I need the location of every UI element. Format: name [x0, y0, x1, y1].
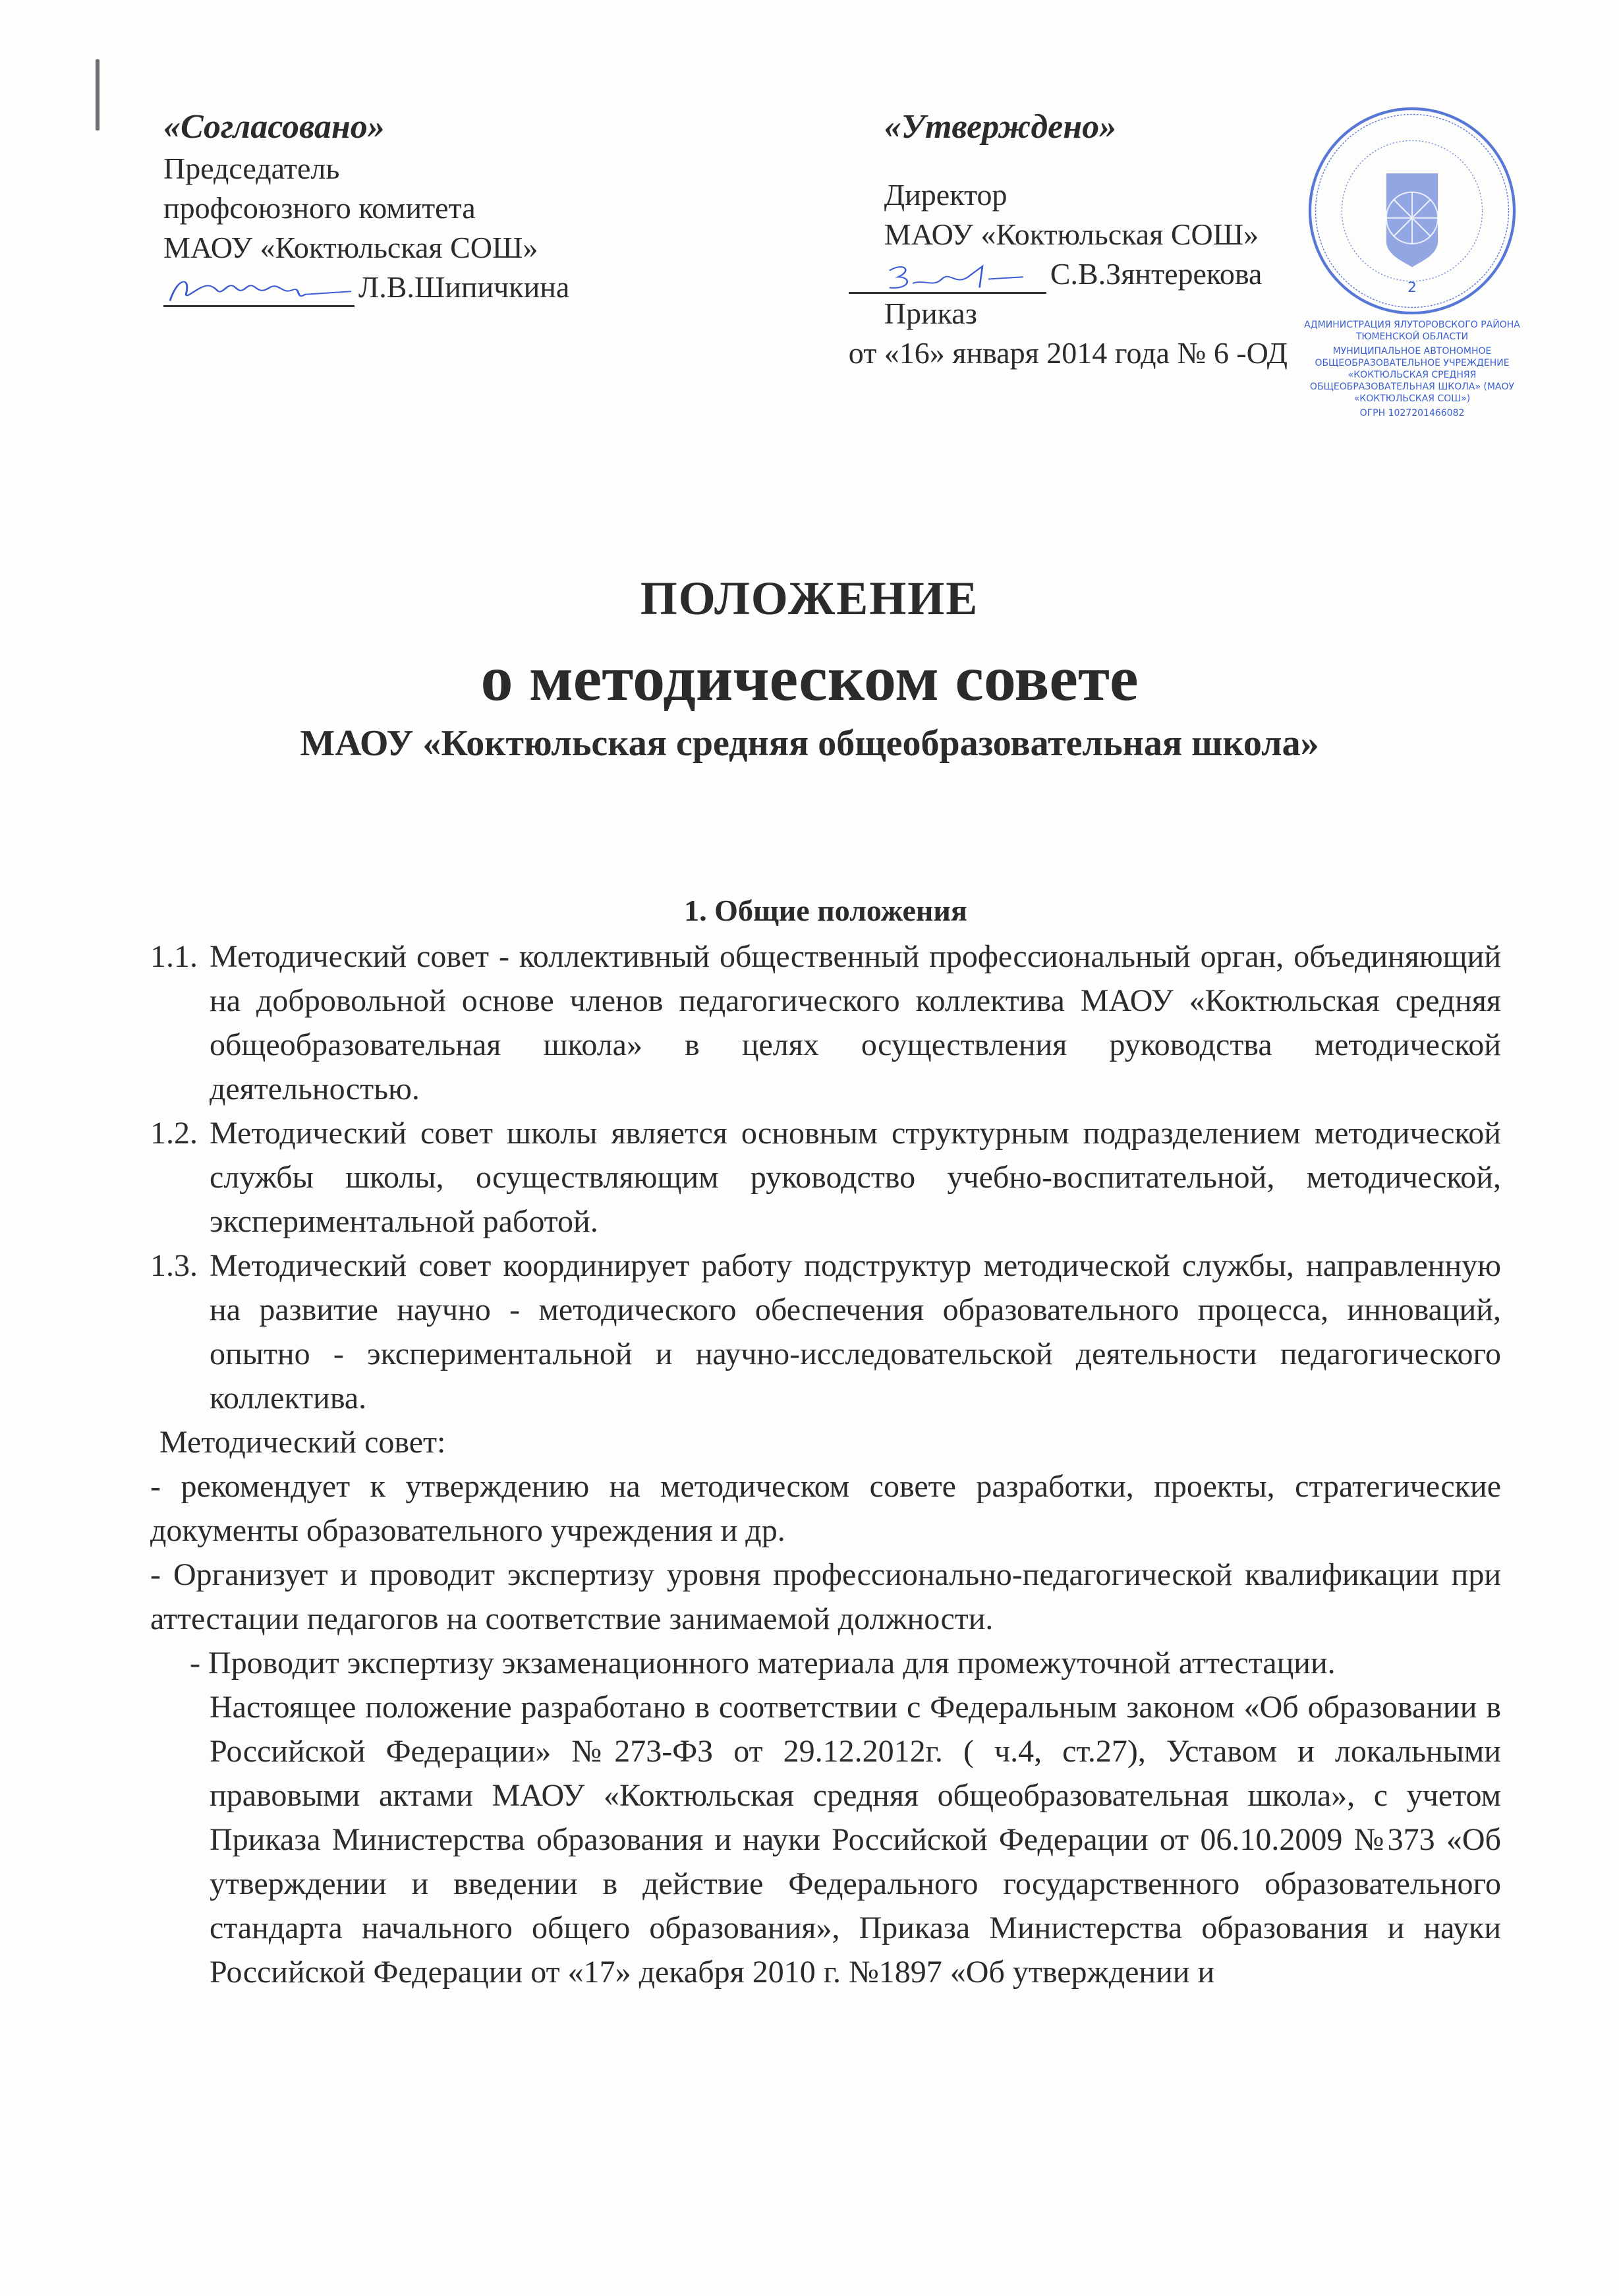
signature-line: [163, 271, 355, 307]
document-type-title: ПОЛОЖЕНИЕ: [640, 572, 979, 625]
section-body: [150, 890, 1501, 1994]
approval-header: [163, 105, 1521, 419]
agreed-organization: МАОУ «Коктюльская СОШ»: [163, 231, 538, 264]
list-item: [150, 1244, 1501, 1420]
approved-organization: МАОУ «Коктюльская СОШ»: [884, 217, 1259, 251]
list-item: [150, 934, 1501, 1111]
title-area: [0, 567, 1619, 768]
agreed-heading: «Согласовано»: [163, 108, 385, 146]
agreed-committee: профсоюзного комитета: [163, 191, 476, 225]
list-item: [150, 1111, 1501, 1244]
stamp-inner-text: МУНИЦИПАЛЬНОЕ АВТОНОМНОЕ ОБЩЕОБРАЗОВАТЕЛЬНОЕ УЧРЕЖДЕНИЕ «КОКТЮЛЬСКАЯ СРЕДНЯЯ ОБЩЕОБРАЗОВАТЕЛЬНАЯ ШКОЛА» (МАОУ «КОКТЮЛЬСКАЯ СОШ»): [1309, 346, 1515, 404]
order-date-number: от «16» января 2014 года № 6 -ОД: [848, 336, 1288, 370]
official-stamp-icon: [1307, 105, 1518, 316]
stamp-number: 2: [1407, 279, 1417, 297]
duty-item: - рекомендует к утверждению на методическом совете разработки, проекты, стратегические документы образовательного учреждения и др.: [150, 1469, 1501, 1548]
legal-basis-paragraph: Настоящее положение разработано в соответствии с Федеральным законом «Об образовании в Российской Федерации» №273-ФЗ от 29.12.2012г. ( ч.4, ст.27), Уставом и локальными правовыми актами МАОУ «Коктюльская средняя общеобразовательная школа», с учетом Приказа Министерства образования и науки Российской Федерации от 06.10.2009 №373 «Об утверждении и введении в действие Федерального государственного образовательного стандарта начального общего образования», Приказа Министерства образования и науки Российской Федерации от «17» декабря 2010 г. №1897 «Об утверждении и: [210, 1690, 1501, 1990]
handwritten-signature-icon: [849, 258, 1046, 292]
stamp-outer-text: АДМИНИСТРАЦИЯ ЯЛУТОРОВСКОГО РАЙОНА ТЮМЕНСКОЙ ОБЛАСТИ: [1304, 320, 1520, 342]
approved-heading: «Утверждено»: [884, 108, 1117, 146]
item-number: 1.2.: [150, 1116, 198, 1151]
approved-signature-row: [849, 254, 1288, 294]
duty-item: - Организует и проводит экспертизу уровня профессионально-педагогической квалификации при аттестации педагогов на соответствие занимаемой должности.: [150, 1557, 1501, 1636]
item-number: 1.1.: [150, 939, 198, 974]
wheel-spokes-icon: [1386, 192, 1438, 244]
signature-line: [849, 258, 1046, 294]
handwritten-signature-icon: [163, 271, 355, 305]
agreed-position: Председатель: [163, 152, 340, 185]
document-subject-title: о методическом совете: [480, 643, 1139, 714]
approval-right-column: [849, 105, 1521, 419]
item-text: Методический совет школы является основным структурным подразделением методической службы школы, осуществляющим руководство учебно-воспитательной, методической, экспериментальной работой.: [210, 1116, 1501, 1239]
item-text: Методический совет - коллективный общественный профессиональный орган, объединяющий на добровольной основе членов педагогического коллектива МАОУ «Коктюльская средняя общеобразовательная школа» в целях осуществления руководства методической деятельностью.: [210, 939, 1501, 1106]
item-text: Методический совет координирует работу подструктур методической службы, направленную на развитие научно - методического обеспечения образовательного процесса, инноваций, опытно - экспериментальной и научно-исследовательской деятельности педагогического коллектива.: [210, 1248, 1501, 1416]
approval-agreed-block: [163, 105, 569, 307]
approval-approved-block: [849, 105, 1288, 373]
approved-position: Директор: [884, 178, 1008, 212]
scan-edge-mark: [96, 59, 99, 130]
approved-signer-name: С.В.Зянтерекова: [1050, 257, 1263, 291]
council-label: Методический совет:: [159, 1425, 446, 1460]
official-stamp: [1303, 105, 1521, 419]
agreed-signature-row: [163, 268, 569, 307]
item-number: 1.3.: [150, 1248, 198, 1283]
order-label: Приказ: [884, 297, 977, 330]
stamp-ogrn: ОГРН 1027201466082: [1359, 408, 1465, 418]
section-heading: 1. Общие положения: [684, 894, 967, 927]
duty-item: - Проводит экспертизу экзаменационного материала для промежуточной аттестации.: [190, 1646, 1336, 1680]
agreed-signer-name: Л.В.Шипичкина: [358, 270, 570, 304]
organization-title: МАОУ «Коктюльская средняя общеобразовательная школа»: [300, 723, 1319, 764]
